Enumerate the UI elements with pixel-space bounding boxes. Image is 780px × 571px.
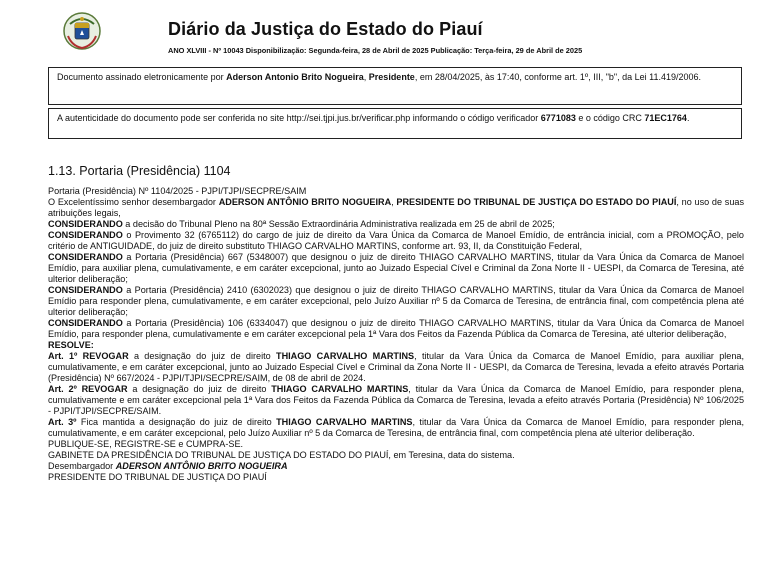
- article-1: [48, 351, 744, 384]
- considering-3: [48, 252, 744, 285]
- article-keyword: Art. 2º REVOGAR: [48, 384, 128, 394]
- considering-text: a Portaria (Presidência) 106 (6334047) que designou o juiz de direito THIAGO CARVALHO MARTINS, titular da Vara Única da Comarca de Manoel Emídio, para responder plena, cumulativamente e em caráter excepcional pela 1ª Vara dos Feitos da Fazenda Pública da Comarca de Teresina, até ulterior deliberação,: [48, 318, 744, 339]
- signature-name: ADERSON ANTÔNIO BRITO NOGUEIRA: [115, 461, 288, 471]
- considering-4: [48, 285, 744, 318]
- considering-text: a Portaria (Presidência) 2410 (6302023) que designou o juiz de direito THIAGO CARVALHO MARTINS, titular da Vara Única da Comarca de Manoel Emídio para responder plena, cumulativamente, e em caráter excepcional, pelo Juízo Auxiliar nº 5 da Comarca de Teresina, de entrância final, com competência plena até ulterior deliberação;: [48, 285, 744, 317]
- considering-5: [48, 318, 744, 340]
- ordinance-body: [48, 186, 744, 483]
- publish-line: PUBLIQUE-SE, REGISTRE-SE e CUMPRA-SE.: [48, 439, 244, 449]
- resolve-heading: [48, 340, 744, 351]
- article-text: a designação do juiz de direito: [127, 384, 272, 394]
- considering-2: [48, 230, 744, 252]
- signature-text: Documento assinado eletronicamente por: [57, 72, 227, 82]
- signature-role: PRESIDENTE DO TRIBUNAL DE JUSTIÇA DO PIAUÍ: [48, 472, 267, 482]
- issue-line: ANO XLVIII - Nº 10043 Disponibilização: Segunda-feira, 28 de Abril de 2025 Publicação: Terça-feira, 29 de Abril de 2025: [168, 46, 583, 55]
- president-title: PRESIDENTE DO TRIBUNAL DE JUSTIÇA DO ESTADO DO PIAUÍ: [396, 197, 677, 207]
- signature-separator: ,: [363, 72, 369, 82]
- auth-text-end: .: [686, 113, 690, 123]
- coat-of-arms-icon: [62, 10, 102, 52]
- considering-text: a decisão do Tribunal Pleno na 80ª Sessão Extraordinária Administrativa realizada em 25 de abril de 2025;: [122, 219, 555, 229]
- considering-keyword: CONSIDERANDO: [48, 318, 123, 328]
- preamble-text: O Excelentíssimo senhor desembargador: [48, 197, 219, 207]
- crc-code: 71EC1764: [644, 113, 687, 123]
- authenticity-notice-box: [48, 108, 742, 139]
- gabinete-line: GABINETE DA PRESIDÊNCIA DO TRIBUNAL DE JUSTIÇA DO ESTADO DO PIAUÍ, em Teresina, data do sistema.: [48, 450, 515, 460]
- signature-title: Desembargador: [48, 461, 116, 471]
- article-text: , titular da Vara Única da Comarca de Manoel Emídio, para responder plena, cumulativamente, e em caráter excepcional, pelo Juízo Auxiliar nº 5 da Comarca de Teresina, de entrância final, com competência plena até ulterior deliberação.: [48, 417, 745, 438]
- article-text: a designação do juiz de direito: [128, 351, 277, 361]
- preamble: [48, 197, 744, 219]
- article-text: , titular da Vara Única da Comarca de Manoel Emídio, para responder plena, cumulativamente e em caráter excepcional pela 1ª Vara dos Feitos da Fazenda Pública da Comarca de Teresina, levada a efeito através Portaria (Presidência) Nº 106/2025 - PJPI/TJPI/SECPRE/SAIM.: [48, 384, 745, 416]
- signature-date-text: , em 28/04/2025, às 17:40, conforme art. 1º, III, "b", da Lei 11.419/2006.: [414, 72, 702, 82]
- judge-name: THIAGO CARVALHO MARTINS: [276, 417, 413, 427]
- article-keyword: Art. 3º: [48, 417, 77, 427]
- signer-name: Aderson Antonio Brito Nogueira: [226, 72, 364, 82]
- judge-name: THIAGO CARVALHO MARTINS: [271, 384, 409, 394]
- article-text: Fica mantida a designação do juiz de direito: [76, 417, 277, 427]
- signature-notice-box: [48, 67, 742, 105]
- signer-role: Presidente: [368, 72, 415, 82]
- auth-text-crc: e o código CRC: [575, 113, 645, 123]
- considering-text: a Portaria (Presidência) 667 (5348007) que designou o juiz de direito THIAGO CARVALHO MARTINS, titular da Vara Única da Comarca de Manoel Emídio, para auxiliar plena, cumulativamente, e em caráter excepcional, junto ao Juizado Especial Cível e Criminal da Zona Norte II - UESPI, da Comarca de Teresina, até ulterior deliberação;: [48, 252, 744, 284]
- considering-keyword: CONSIDERANDO: [48, 252, 123, 262]
- president-name: ADERSON ANTÔNIO BRITO NOGUEIRA: [218, 197, 392, 207]
- considering-keyword: CONSIDERANDO: [48, 219, 123, 229]
- resolve-keyword: RESOLVE:: [48, 340, 94, 350]
- article-2: [48, 384, 744, 417]
- article-3: [48, 417, 744, 439]
- section-heading: 1.13. Portaria (Presidência) 1104: [48, 164, 231, 178]
- considering-text: o Provimento 32 (6765112) do cargo de juiz de direito da Vara Única da Comarca de Manoel Emídio, de entrância inicial, com a PROMOÇÃO, pelo critério de ANTIGUIDADE, do juiz de direito substituto THIAGO CARVALHO MARTINS, conforme art. 93, II, da Constituição Federal,: [48, 230, 744, 251]
- considering-keyword: CONSIDERANDO: [48, 285, 123, 295]
- preamble-sep: ,: [391, 197, 397, 207]
- considering-1: [48, 219, 744, 230]
- signature-line: [48, 461, 744, 472]
- article-keyword: Art. 1º REVOGAR: [48, 351, 129, 361]
- preamble-end: , no uso de suas atribuições legais,: [48, 197, 744, 218]
- ordinance-number: Portaria (Presidência) Nº 1104/2025 - PJPI/TJPI/SECPRE/SAIM: [48, 186, 307, 196]
- article-text: , titular da Vara Única da Comarca de Manoel Emídio, para auxiliar plena, cumulativamente, e em caráter excepcional, junto ao Juizado Especial Cível e Criminal da Zona Norte II - UESPI, da Comarca de Teresina, levada a efeito através Portaria (Presidência) Nº 667/2024 - PJPI/TJPI/SECPRE/SAIM, de 08 de abril de 2024.: [48, 351, 745, 383]
- judge-name: THIAGO CARVALHO MARTINS: [276, 351, 415, 361]
- considering-keyword: CONSIDERANDO: [48, 230, 123, 240]
- verifier-code: 6771083: [540, 113, 576, 123]
- journal-title: Diário da Justiça do Estado do Piauí: [168, 19, 483, 39]
- auth-text: A autenticidade do documento pode ser conferida no site http://sei.tjpi.jus.br/verificar.php informando o código verificador: [57, 113, 541, 123]
